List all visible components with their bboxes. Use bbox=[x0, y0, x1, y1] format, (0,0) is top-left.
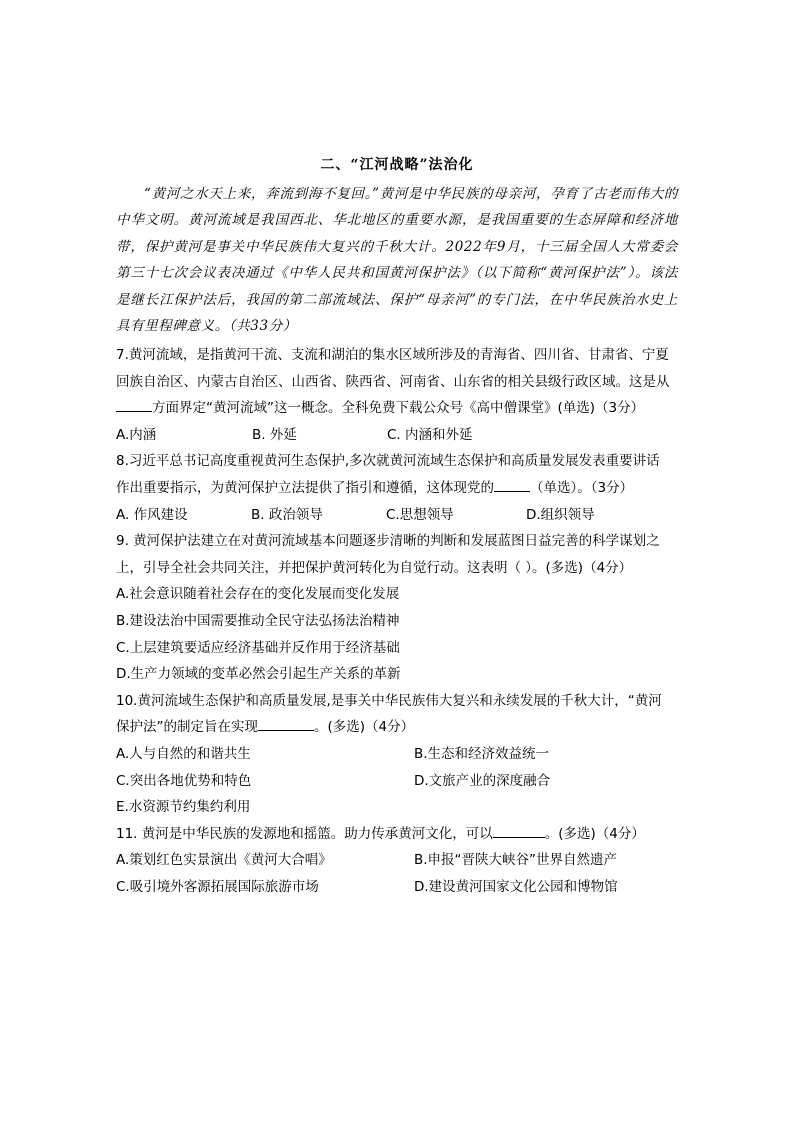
q9-line-1: 9. 黄河保护法建立在对黄河流域基本问题逐步清晰的判断和发展蓝图日益完善的科学谋划之 bbox=[116, 533, 660, 550]
questions bbox=[116, 342, 682, 900]
q10-line-2a: 保护法”的制定旨在实现 bbox=[116, 719, 258, 736]
q10-options-row-1 bbox=[116, 741, 682, 768]
q8-line-1: 8.习近平总书记高度重视黄河生态保护,多次就黄河流域生态保护和高质量发展发表重要讲话 bbox=[116, 453, 660, 470]
intro-text: “黄河之水天上来，奔流到海不复回。”黄河是中华民族的母亲河，孕育了古老而伟大的中华文明。黄河流域是我国西北、华北地区的重要水源，是我国重要的生态屏障和经济地带，保护黄河是事关中华民族伟大复兴的千秋大计。2022年9月，十三届全国人大常委会第三十七次会议表决通过《中华人民共和国黄河保护法》（以下简称“黄河保护法”）。该法是继长江保护法后，我国的第二部流域法、保护“母亲河”的专门法，在中华民族治水史上具有里程碑意义。（共33分） bbox=[116, 186, 678, 335]
intro-paragraph bbox=[116, 181, 678, 339]
q8-option-a[interactable]: A. 作风建设 bbox=[116, 506, 188, 523]
q9-option-b[interactable]: B.建设法治中国需要推动全民守法弘扬法治精神 bbox=[116, 612, 400, 629]
section-title: 二、“江河战略”法治化 bbox=[320, 157, 474, 173]
answer-blank[interactable] bbox=[116, 399, 152, 412]
q7-options bbox=[116, 422, 682, 449]
q11-option-c[interactable]: C.吸引境外客源拓展国际旅游市场 bbox=[116, 878, 319, 895]
answer-blank[interactable] bbox=[493, 825, 545, 838]
q7-option-b[interactable]: B. 外延 bbox=[252, 426, 297, 443]
q11-options-row-1 bbox=[116, 847, 682, 874]
q9-option-d[interactable]: D.生产力领域的变革必然会引起生产关系的革新 bbox=[116, 666, 401, 683]
q10-option-e[interactable]: E.水资源节约集约利用 bbox=[116, 799, 251, 816]
q11-line-1b: 。(多选)（4分） bbox=[544, 825, 645, 842]
q8-line-2a: 作出重要指示，为黄河保护立法提供了指引和遵循，这体现党的 bbox=[116, 479, 494, 496]
answer-blank[interactable] bbox=[494, 479, 530, 492]
q8-line-2b: （单选）。（3分） bbox=[530, 479, 634, 496]
q7-line-3-text: 方面界定“黄河流域”这一概念。全科免费下载公众号《高中僧课堂》(单选)（3分） bbox=[152, 400, 645, 417]
q10-line-1: 10.黄河流域生态保护和高质量发展,是事关中华民族伟大复兴和永续发展的千秋大计，“黄河 bbox=[116, 692, 662, 709]
q10-option-d[interactable]: D.文旅产业的深度融合 bbox=[414, 772, 551, 789]
q9-option-c[interactable]: C.上层建筑要适应经济基础并反作用于经济基础 bbox=[116, 639, 400, 656]
q8-options bbox=[116, 502, 682, 529]
question-9 bbox=[116, 528, 682, 688]
q8-option-d[interactable]: D.组织领导 bbox=[526, 506, 595, 523]
q10-option-c[interactable]: C.突出各地优势和特色 bbox=[116, 772, 252, 789]
q9-line-2: 上，引导全社会共同关注，并把保护黄河转化为自觉行动。这表明（ ）。(多选)（4分） bbox=[116, 559, 633, 576]
q11-options-row-2 bbox=[116, 874, 682, 901]
q11-line-1a: 11. 黄河是中华民族的发源地和摇篮。助力传承黄河文化，可以 bbox=[116, 825, 493, 842]
q9-option-a[interactable]: A.社会意识随着社会存在的变化发展而变化发展 bbox=[116, 586, 400, 603]
q8-line-2 bbox=[116, 475, 682, 502]
q10-option-b[interactable]: B.生态和经济效益统一 bbox=[414, 745, 550, 762]
q10-line-2b: 。(多选)（4分） bbox=[314, 719, 415, 736]
question-8 bbox=[116, 448, 682, 528]
q7-option-a[interactable]: A.内涵 bbox=[116, 426, 157, 443]
q10-options-row-2 bbox=[116, 768, 682, 795]
q11-option-d[interactable]: D.建设黄河国家文化公园和博物馆 bbox=[414, 878, 618, 895]
question-11 bbox=[116, 821, 682, 901]
q10-line-2 bbox=[116, 714, 682, 741]
q8-option-c[interactable]: C.思想领导 bbox=[386, 506, 454, 523]
q11-option-b[interactable]: B.申报“晋陕大峡谷”世界自然遗产 bbox=[414, 852, 618, 869]
answer-blank[interactable] bbox=[258, 718, 314, 731]
q8-option-b[interactable]: B. 政治领导 bbox=[251, 506, 323, 523]
question-7 bbox=[116, 342, 682, 448]
q7-line-3 bbox=[116, 395, 682, 422]
q11-line-1 bbox=[116, 821, 682, 848]
q10-option-a[interactable]: A.人与自然的和谐共生 bbox=[116, 745, 251, 762]
q11-option-a[interactable]: A.策划红色实景演出《黄河大合唱》 bbox=[116, 852, 332, 869]
q7-line-1: 7.黄河流域，是指黄河干流、支流和湖泊的集水区域所涉及的青海省、四川省、甘肃省、宁夏 bbox=[116, 347, 669, 363]
question-10 bbox=[116, 688, 682, 821]
q7-line-2: 回族自治区、内蒙古自治区、山西省、陕西省、河南省、山东省的相关县级行政区域。这是从 bbox=[116, 373, 670, 390]
q7-option-c[interactable]: C. 内涵和外延 bbox=[387, 426, 473, 443]
